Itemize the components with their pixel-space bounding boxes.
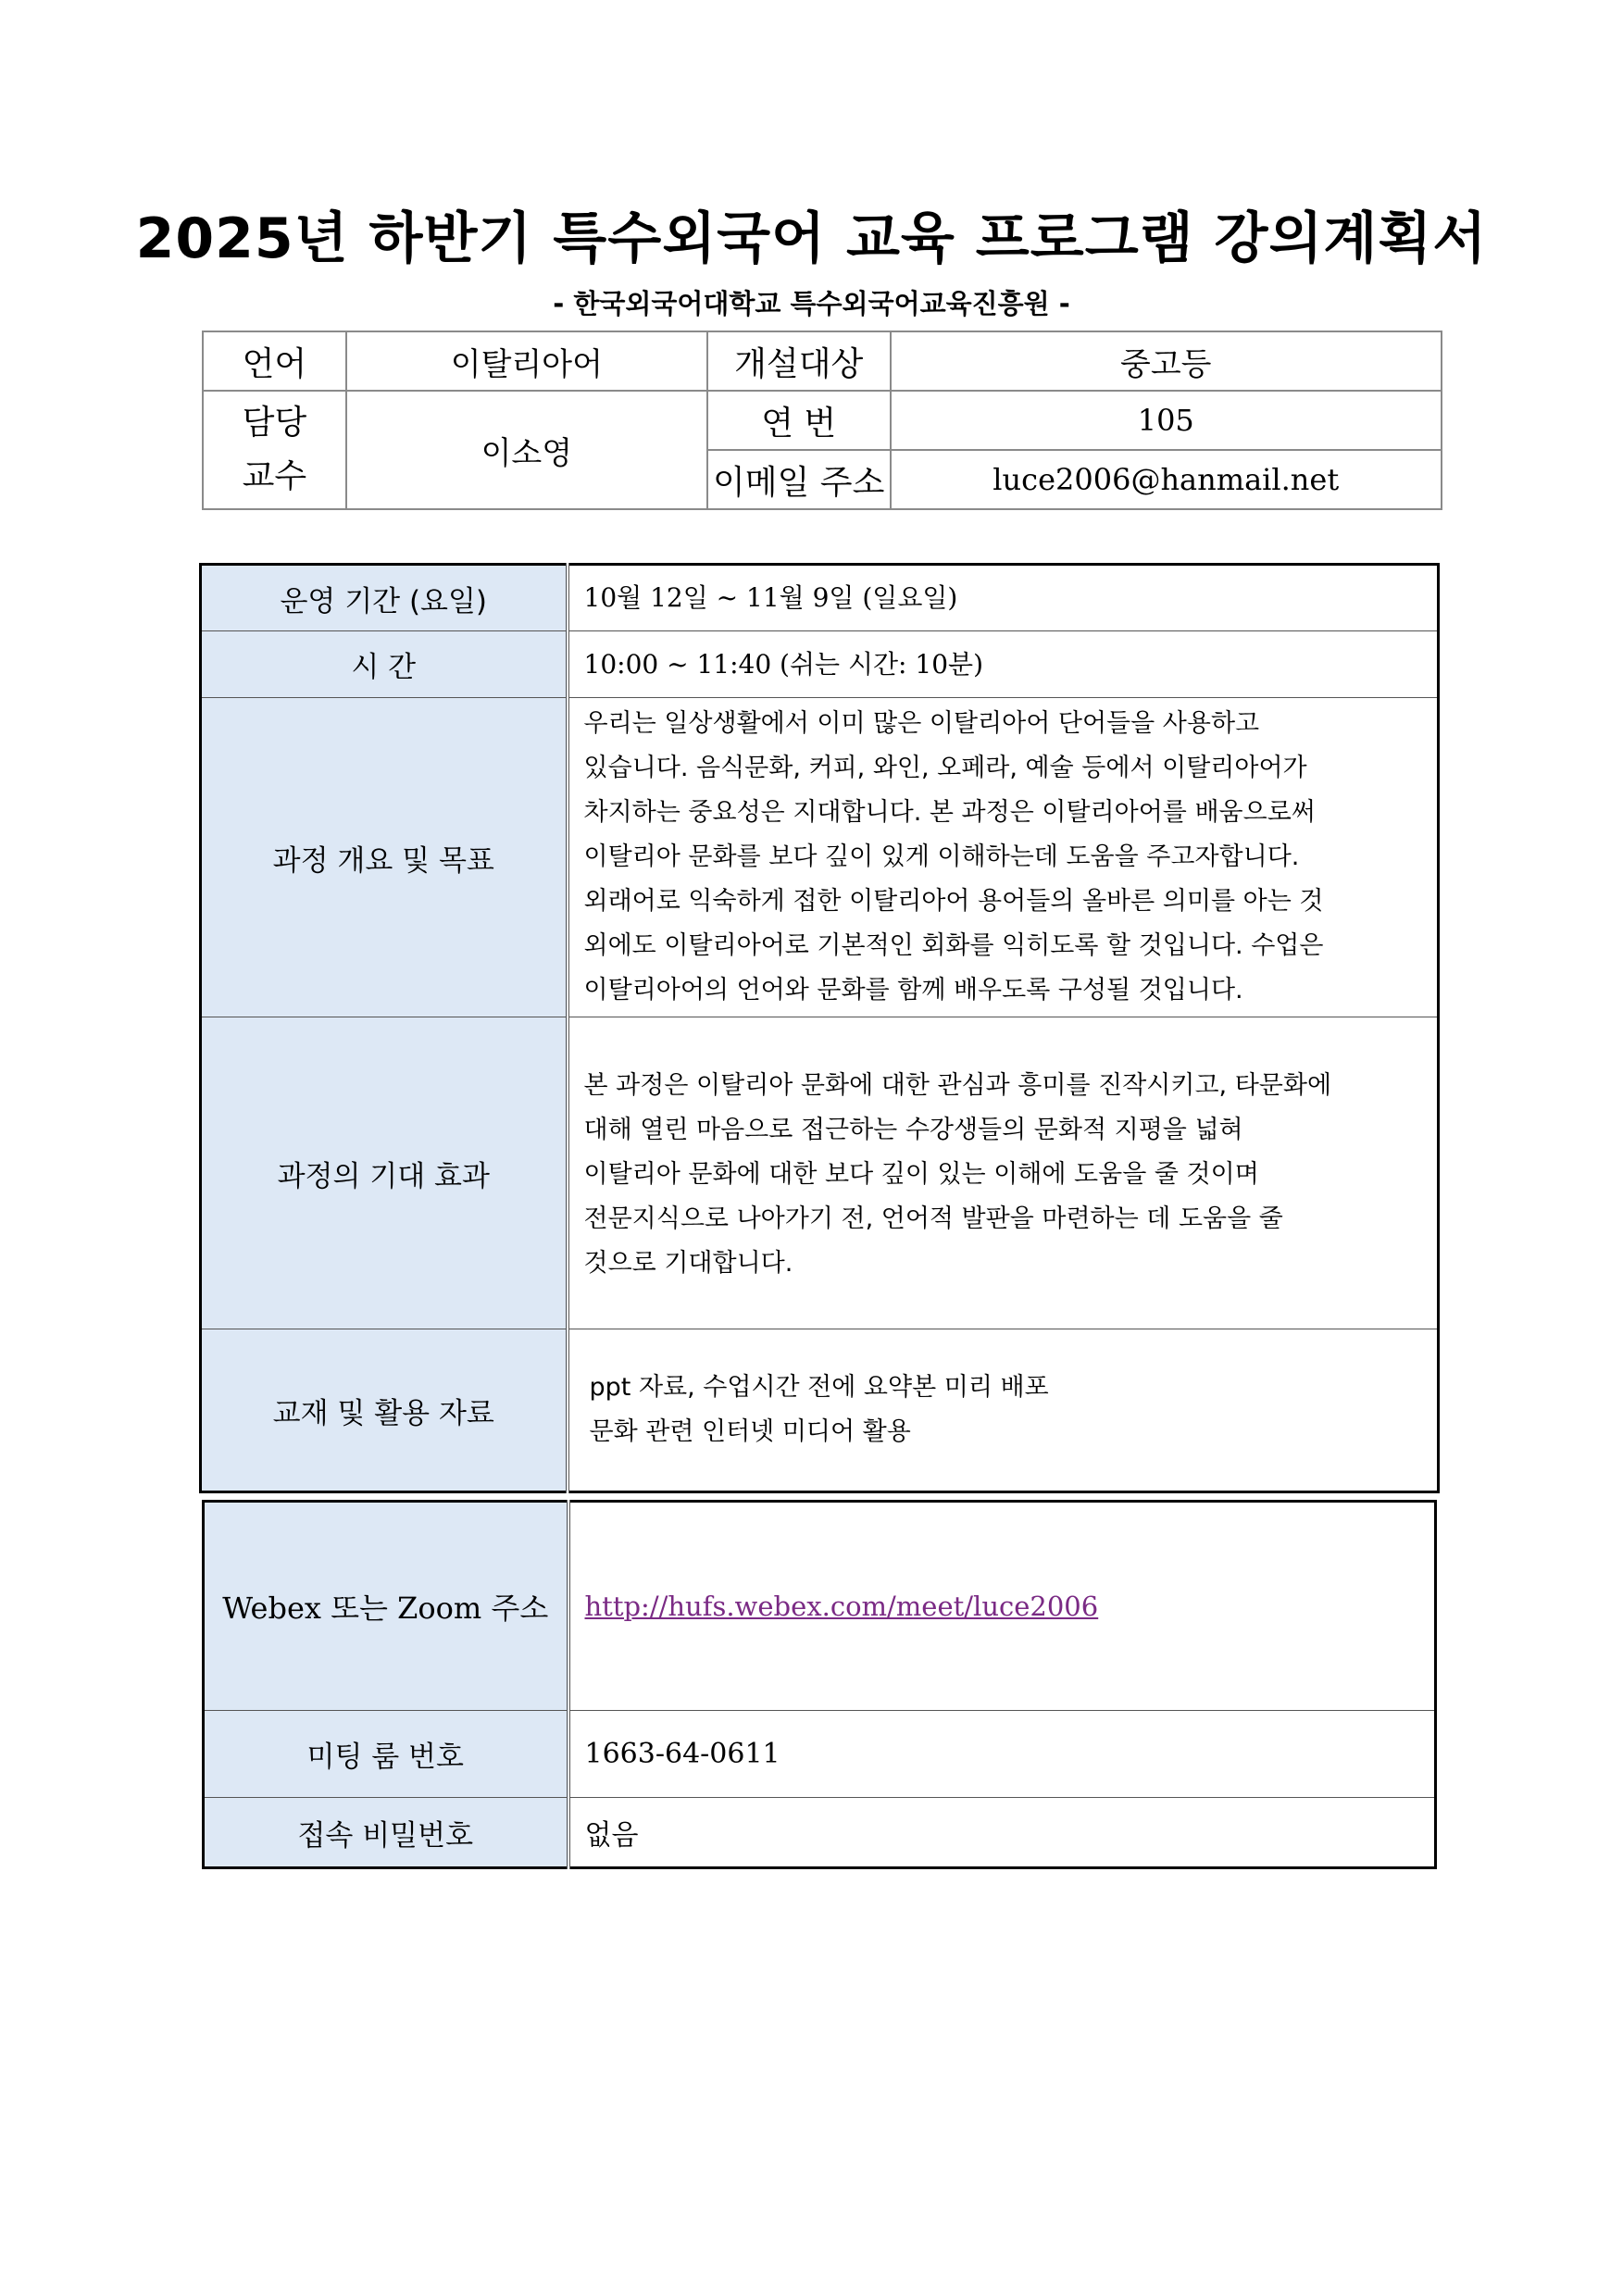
effect-line: 이탈리아 문화에 대한 보다 깊이 있는 이해에 도움을 줄 것이며 bbox=[583, 1160, 1259, 1189]
effect-label: 과정의 기대 효과 bbox=[201, 1017, 568, 1329]
language-value: 이탈리아어 bbox=[346, 331, 707, 391]
course-plan-table bbox=[199, 563, 1440, 1493]
professor-label-line-1: 담당 bbox=[242, 404, 307, 442]
time-value: 10:00 ~ 11:40 (쉬는 시간: 10분) bbox=[568, 631, 1439, 698]
professor-label bbox=[203, 391, 346, 509]
page-title: 2025년 하반기 특수외국어 교육 프로그램 강의계획서 bbox=[135, 206, 1488, 271]
effect-line: 전문지식으로 나아가기 전, 언어적 발판을 마련하는 데 도움을 줄 bbox=[583, 1204, 1283, 1233]
overview-line: 외래어로 익숙하게 접한 이탈리아어 용어들의 올바른 의미를 아는 것 bbox=[583, 887, 1324, 916]
number-label: 연 번 bbox=[707, 391, 891, 450]
professor-label-line-2: 교수 bbox=[242, 457, 307, 495]
overview-line: 차지하는 중요성은 지대합니다. 본 과정은 이탈리아어를 배움으로써 bbox=[583, 798, 1316, 827]
password-value: 없음 bbox=[568, 1798, 1436, 1868]
target-label: 개설대상 bbox=[707, 331, 891, 391]
materials-line: ppt 자료, 수업시간 전에 요약본 미리 배포 bbox=[589, 1373, 1049, 1402]
course-info-table bbox=[202, 331, 1442, 510]
overview-line: 이탈리아어의 언어와 문화를 함께 배우도록 구성될 것입니다. bbox=[583, 976, 1243, 1004]
period-value: 10월 12일 ~ 11월 9일 (일요일) bbox=[568, 565, 1439, 631]
email-value: luce2006@hanmail.net bbox=[891, 450, 1442, 509]
materials-text bbox=[568, 1329, 1439, 1492]
professor-value: 이소영 bbox=[346, 391, 707, 509]
online-class-table bbox=[202, 1500, 1437, 1869]
time-label: 시 간 bbox=[201, 631, 568, 698]
effect-line: 본 과정은 이탈리아 문화에 대한 관심과 흥미를 진작시키고, 타문화에 bbox=[583, 1071, 1332, 1100]
language-label: 언어 bbox=[203, 331, 346, 391]
effect-line: 대해 열린 마음으로 접근하는 수강생들의 문화적 지평을 넓혀 bbox=[583, 1116, 1243, 1144]
room-number-label: 미팅 룸 번호 bbox=[204, 1711, 568, 1798]
overview-text bbox=[568, 698, 1439, 1017]
overview-line: 있습니다. 음식문화, 커피, 와인, 오페라, 예술 등에서 이탈리아어가 bbox=[583, 754, 1307, 782]
number-value: 105 bbox=[891, 391, 1442, 450]
target-value: 중고등 bbox=[891, 331, 1442, 391]
overview-line: 우리는 일상생활에서 이미 많은 이탈리아어 단어들을 사용하고 bbox=[583, 709, 1260, 738]
email-label: 이메일 주소 bbox=[707, 450, 891, 509]
overview-label: 과정 개요 및 목표 bbox=[201, 698, 568, 1017]
overview-line: 이탈리아 문화를 보다 깊이 있게 이해하는데 도움을 주고자합니다. bbox=[583, 842, 1300, 871]
overview-line: 외에도 이탈리아어로 기본적인 회화를 익히도록 할 것입니다. 수업은 bbox=[583, 931, 1324, 960]
effect-text bbox=[568, 1017, 1439, 1329]
materials-label: 교재 및 활용 자료 bbox=[201, 1329, 568, 1492]
room-number-value: 1663-64-0611 bbox=[568, 1711, 1436, 1798]
password-label: 접속 비밀번호 bbox=[204, 1798, 568, 1868]
effect-line: 것으로 기대합니다. bbox=[583, 1249, 793, 1278]
materials-line: 문화 관련 인터넷 미디어 활용 bbox=[589, 1417, 911, 1446]
period-label: 운영 기간 (요일) bbox=[201, 565, 568, 631]
meeting-url-link[interactable]: http://hufs.webex.com/meet/luce2006 bbox=[584, 1590, 1099, 1622]
meeting-url-label: Webex 또는 Zoom 주소 bbox=[204, 1502, 568, 1711]
page-subtitle: - 한국외국어대학교 특수외국어교육진흥원 - bbox=[553, 288, 1070, 319]
meeting-url-cell bbox=[568, 1502, 1436, 1711]
